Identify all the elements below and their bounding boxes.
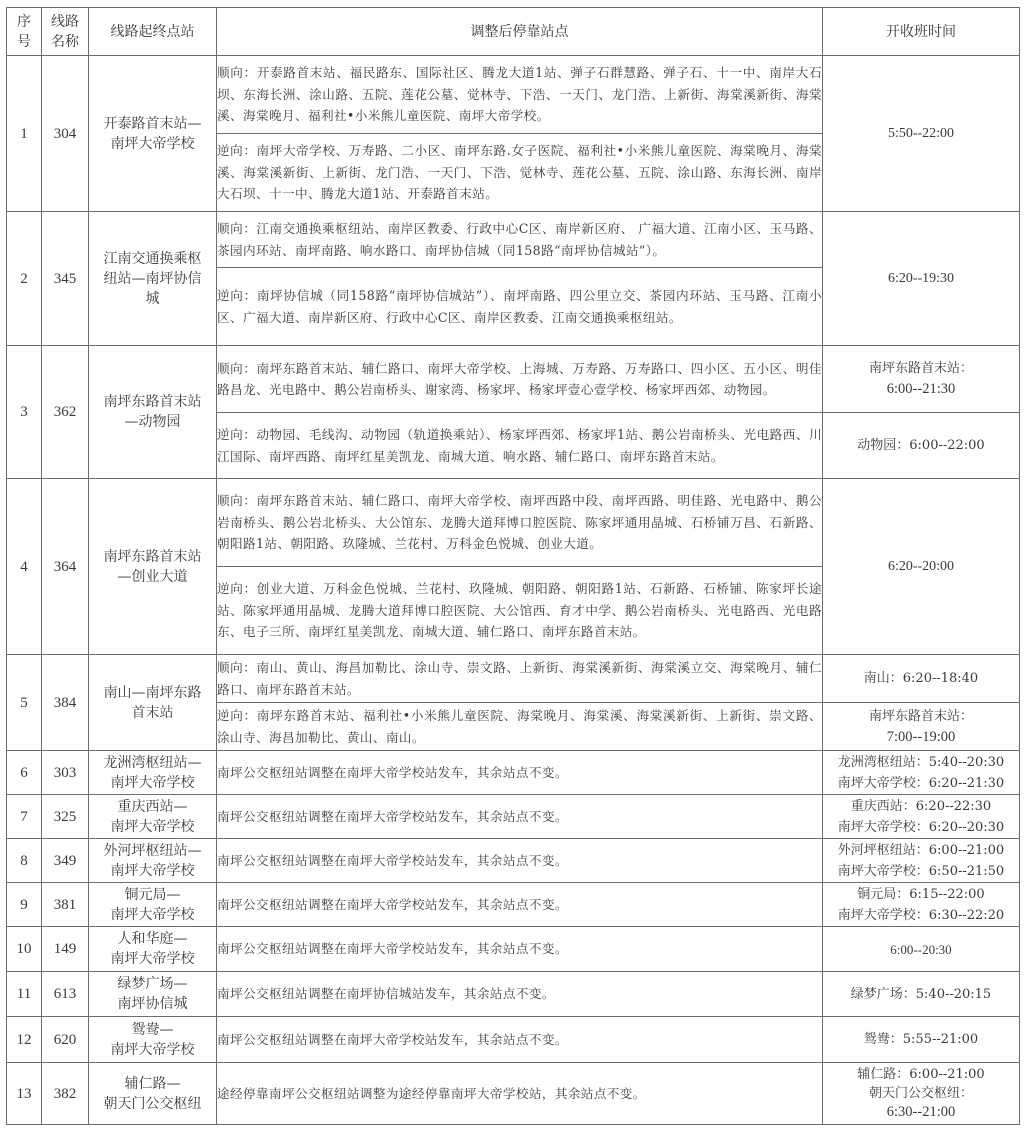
cell-stops: 南坪公交枢纽站调整在南坪大帝学校站发车，其余站点不变。 — [217, 927, 823, 972]
cell-hours — [823, 1063, 1020, 1125]
endpoint-to: 南坪大帝学校 — [110, 951, 195, 967]
table-header-row — [7, 8, 1020, 56]
cell-route: 149 — [42, 927, 89, 972]
table-row — [7, 927, 1020, 972]
cell-route: 381 — [42, 883, 89, 927]
cell-seq: 6 — [7, 751, 42, 795]
cell-stops: 南坪公交枢纽站调整在南坪协信城站发车，其余站点不变。 — [217, 972, 823, 1017]
endpoint-to: 朝天门公交枢纽 — [103, 1095, 202, 1112]
cell-stops-reverse: 逆向：南坪东路首末站、福利社•小米熊儿童医院、海棠晚月、海棠溪、海棠溪新街、上新街、崇文路、涂山寺、海昌加勒比、黄山、南山。 — [217, 703, 823, 751]
cell-hours: 鸳鸯：5:55--21:00 — [823, 1017, 1020, 1063]
cell-route: 303 — [42, 751, 89, 795]
table-row — [7, 56, 1020, 134]
hours-label: 南坪东路首末站： — [868, 361, 973, 376]
cell-hours — [823, 839, 1020, 883]
header-stops: 调整后停靠站点 — [217, 8, 823, 56]
endpoint-from: 鸳鸯— — [131, 1021, 174, 1038]
endpoint-to: 南坪协信城 — [117, 996, 188, 1012]
hours-line: 铜元局：6:15--22:00 — [857, 886, 985, 902]
cell-seq: 13 — [7, 1063, 42, 1125]
cell-stops: 途经停靠南坪公交枢纽站调整为途经停靠南坪大帝学校站，其余站点不变。 — [217, 1063, 823, 1125]
bus-route-adjustment-table — [6, 7, 1020, 1125]
cell-endpoints — [89, 1063, 217, 1125]
header-hours: 开收班时间 — [823, 8, 1020, 56]
cell-endpoints — [89, 883, 217, 927]
cell-stops-reverse: 逆向：创业大道、万科金色悦城、兰花村、玖隆城、朝阳路、朝阳路1站、石新路、石桥铺、陈家坪长途站、陈家坪通用晶城、龙腾大道拜博口腔医院、大公馆西、育才中学、鹅公岩南桥头、光电路西、光电路东、电子三所、南坪红星美凯龙、南城大道、辅仁路口、南坪东路首末站。 — [217, 567, 823, 655]
endpoint-to: 南坪大帝学校 — [110, 1041, 195, 1058]
cell-endpoints — [89, 927, 217, 972]
cell-hours: 5:50--22:00 — [823, 56, 1020, 212]
cell-endpoints — [89, 1017, 217, 1063]
cell-seq: 8 — [7, 839, 42, 883]
hours-line: 重庆西站：6:20--22:30 — [850, 798, 992, 814]
cell-seq: 2 — [7, 212, 42, 346]
cell-stops: 南坪公交枢纽站调整在南坪大帝学校站发车，其余站点不变。 — [217, 1017, 823, 1063]
endpoint-to: 南坪大帝学校 — [110, 818, 195, 835]
hours-value: 6:00--21:30 — [886, 381, 956, 397]
endpoint-from: 铜元局— — [124, 886, 181, 903]
table-row — [7, 839, 1020, 883]
cell-hours — [823, 883, 1020, 927]
cell-hours: 6:20--20:00 — [823, 479, 1020, 655]
hours-line: 6:30--21:00 — [886, 1104, 956, 1120]
cell-stops-forward: 顺向：南山、黄山、海昌加勒比、涂山寺、崇文路、上新街、海棠溪新街、海棠溪立交、海棠晚月、辅仁路口、南坪东路首末站。 — [217, 655, 823, 703]
endpoint-from: 龙洲湾枢纽站— — [103, 754, 202, 771]
endpoint-to: 南坪大帝学校 — [110, 906, 195, 923]
cell-seq: 3 — [7, 346, 42, 479]
cell-route: 362 — [42, 346, 89, 479]
cell-seq: 11 — [7, 972, 42, 1017]
cell-seq: 10 — [7, 927, 42, 972]
hours-line: 南坪大帝学校：6:30--22:20 — [837, 907, 1005, 923]
cell-endpoints: 开泰路首末站—南坪大帝学校 — [89, 56, 217, 212]
cell-endpoints — [89, 972, 217, 1017]
cell-hours — [823, 751, 1020, 795]
table-row — [7, 212, 1020, 268]
header-endpoints: 线路起终点站 — [89, 8, 217, 56]
hours-value: 7:00--19:00 — [886, 728, 956, 745]
cell-route: 345 — [42, 212, 89, 346]
cell-stops-forward: 顺向：南坪东路首末站、辅仁路口、南坪大帝学校、上海城、万寿路、万寿路口、四小区、五小区、明佳路昌龙、光电路中、鹅公岩南桥头、谢家湾、杨家坪、杨家坪壹心壹学校、杨家坪西郊、动物园。 — [217, 346, 823, 413]
endpoint-from: 外河坪枢纽站— — [103, 842, 202, 859]
cell-endpoints — [89, 839, 217, 883]
hours-line: 外河坪枢纽站：6:00--21:00 — [837, 842, 1005, 858]
cell-endpoints: 江南交通换乘枢纽站—南坪协信城 — [89, 212, 217, 346]
hours-line: 南坪大帝学校：6:50--21:50 — [837, 863, 1005, 879]
cell-seq: 12 — [7, 1017, 42, 1063]
cell-seq: 7 — [7, 795, 42, 839]
endpoint-to: 南坪大帝学校 — [110, 862, 195, 879]
endpoint-from: 绿梦广场— — [117, 976, 188, 992]
table-row — [7, 795, 1020, 839]
cell-stops-reverse: 逆向：南坪大帝学校、万寿路、二小区、南坪东路.女子医院、福利社•小米熊儿童医院、海棠晚月、海棠溪、海棠溪新街、上新街、龙门浩、一天门、下浩、觉林寺、莲花公墓、五院、涂山路、东海长洲、南岸大石坝、十一中、腾龙大道1站、开泰路首末站。 — [217, 134, 823, 212]
cell-seq: 1 — [7, 56, 42, 212]
cell-endpoints: 南山—南坪东路首末站 — [89, 655, 217, 751]
cell-hours: 绿梦广场：5:40--20:15 — [823, 972, 1020, 1017]
table-row — [7, 972, 1020, 1017]
table-row — [7, 751, 1020, 795]
cell-route: 325 — [42, 795, 89, 839]
cell-stops: 南坪公交枢纽站调整在南坪大帝学校站发车，其余站点不变。 — [217, 751, 823, 795]
cell-route: 613 — [42, 972, 89, 1017]
cell-route: 384 — [42, 655, 89, 751]
cell-endpoints: 南坪东路首末站—动物园 — [89, 346, 217, 479]
cell-stops: 南坪公交枢纽站调整在南坪大帝学校站发车，其余站点不变。 — [217, 839, 823, 883]
cell-route: 349 — [42, 839, 89, 883]
cell-stops-forward: 顺向：开泰路首末站、福民路东、国际社区、腾龙大道1站、弹子石群慧路、弹子石、十一中、南岸大石坝、东海长洲、涂山路、五院、莲花公墓、觉林寺、下浩、一天门、龙门浩、上新街、海棠溪新街、海棠溪、海棠晚月、福利社•小米熊儿童医院、南坪大帝学校。 — [217, 56, 823, 134]
table-row — [7, 1017, 1020, 1063]
cell-hours-forward: 南山：6:20--18:40 — [823, 655, 1020, 703]
table-row — [7, 1063, 1020, 1125]
hours-line: 南坪大帝学校：6:20--20:30 — [837, 819, 1005, 835]
cell-hours: 6:20--19:30 — [823, 212, 1020, 346]
cell-route: 364 — [42, 479, 89, 655]
endpoint-from: 人和华庭— — [117, 931, 188, 947]
cell-stops: 南坪公交枢纽站调整在南坪大帝学校站发车，其余站点不变。 — [217, 795, 823, 839]
cell-route: 304 — [42, 56, 89, 212]
cell-stops-forward: 顺向：南坪东路首末站、辅仁路口、南坪大帝学校、南坪西路中段、南坪西路、明佳路、光电路中、鹅公岩南桥头、鹅公岩北桥头、大公馆东、龙腾大道拜博口腔医院、陈家坪通用晶城、石桥铺万昌、石新路、朝阳路1站、朝阳路、玖隆城、兰花村、万科金色悦城、创业大道。 — [217, 479, 823, 567]
header-seq: 序号 — [7, 8, 42, 56]
endpoint-to: 南坪大帝学校 — [110, 774, 195, 791]
cell-stops-reverse: 逆向：南坪协信城（同158路“南坪协信城站”）、南坪南路、四公里立交、茶园内环站、玉马路、江南小区、广福大道、南岸新区府、行政中心C区、南岸区教委、江南交通换乘枢纽站。 — [217, 268, 823, 346]
cell-seq: 5 — [7, 655, 42, 751]
table-row — [7, 479, 1020, 567]
hours-line: 朝天门公交枢纽： — [868, 1086, 973, 1101]
endpoint-from: 辅仁路— — [124, 1075, 181, 1092]
cell-hours: 6:00--20:30 — [823, 927, 1020, 972]
hours-line: 辅仁路：6:00--21:00 — [857, 1067, 985, 1082]
cell-hours — [823, 795, 1020, 839]
endpoint-from: 重庆西站— — [117, 798, 188, 815]
cell-hours-reverse — [823, 703, 1020, 751]
cell-stops-forward: 顺向：江南交通换乘枢纽站、南岸区教委、行政中心C区、南岸新区府、 广福大道、江南小区、玉马路、茶园内环站、南坪南路、响水路口、南坪协信城（同158路“南坪协信城站”）。 — [217, 212, 823, 268]
cell-route: 382 — [42, 1063, 89, 1125]
cell-seq: 9 — [7, 883, 42, 927]
cell-stops: 南坪公交枢纽站调整在南坪大帝学校站发车，其余站点不变。 — [217, 883, 823, 927]
hours-label: 南坪东路首末站： — [868, 708, 973, 724]
cell-stops-reverse: 逆向：动物园、毛线沟、动物园（轨道换乘站）、杨家坪西郊、杨家坪1站、鹅公岩南桥头、光电路西、川江国际、南坪西路、南坪红星美凯龙、南城大道、响水路、辅仁路口、南坪东路首末站。 — [217, 413, 823, 479]
header-route-name: 线路名称 — [42, 8, 89, 56]
cell-endpoints — [89, 751, 217, 795]
cell-endpoints — [89, 795, 217, 839]
cell-hours-forward — [823, 346, 1020, 413]
table-row — [7, 883, 1020, 927]
hours-line: 龙洲湾枢纽站：5:40--20:30 — [837, 754, 1005, 770]
hours-line: 南坪大帝学校：6:20--21:30 — [837, 775, 1005, 791]
cell-route: 620 — [42, 1017, 89, 1063]
cell-seq: 4 — [7, 479, 42, 655]
table-row — [7, 655, 1020, 703]
cell-hours-reverse: 动物园：6:00--22:00 — [823, 413, 1020, 479]
cell-endpoints: 南坪东路首末站—创业大道 — [89, 479, 217, 655]
table-row — [7, 346, 1020, 413]
